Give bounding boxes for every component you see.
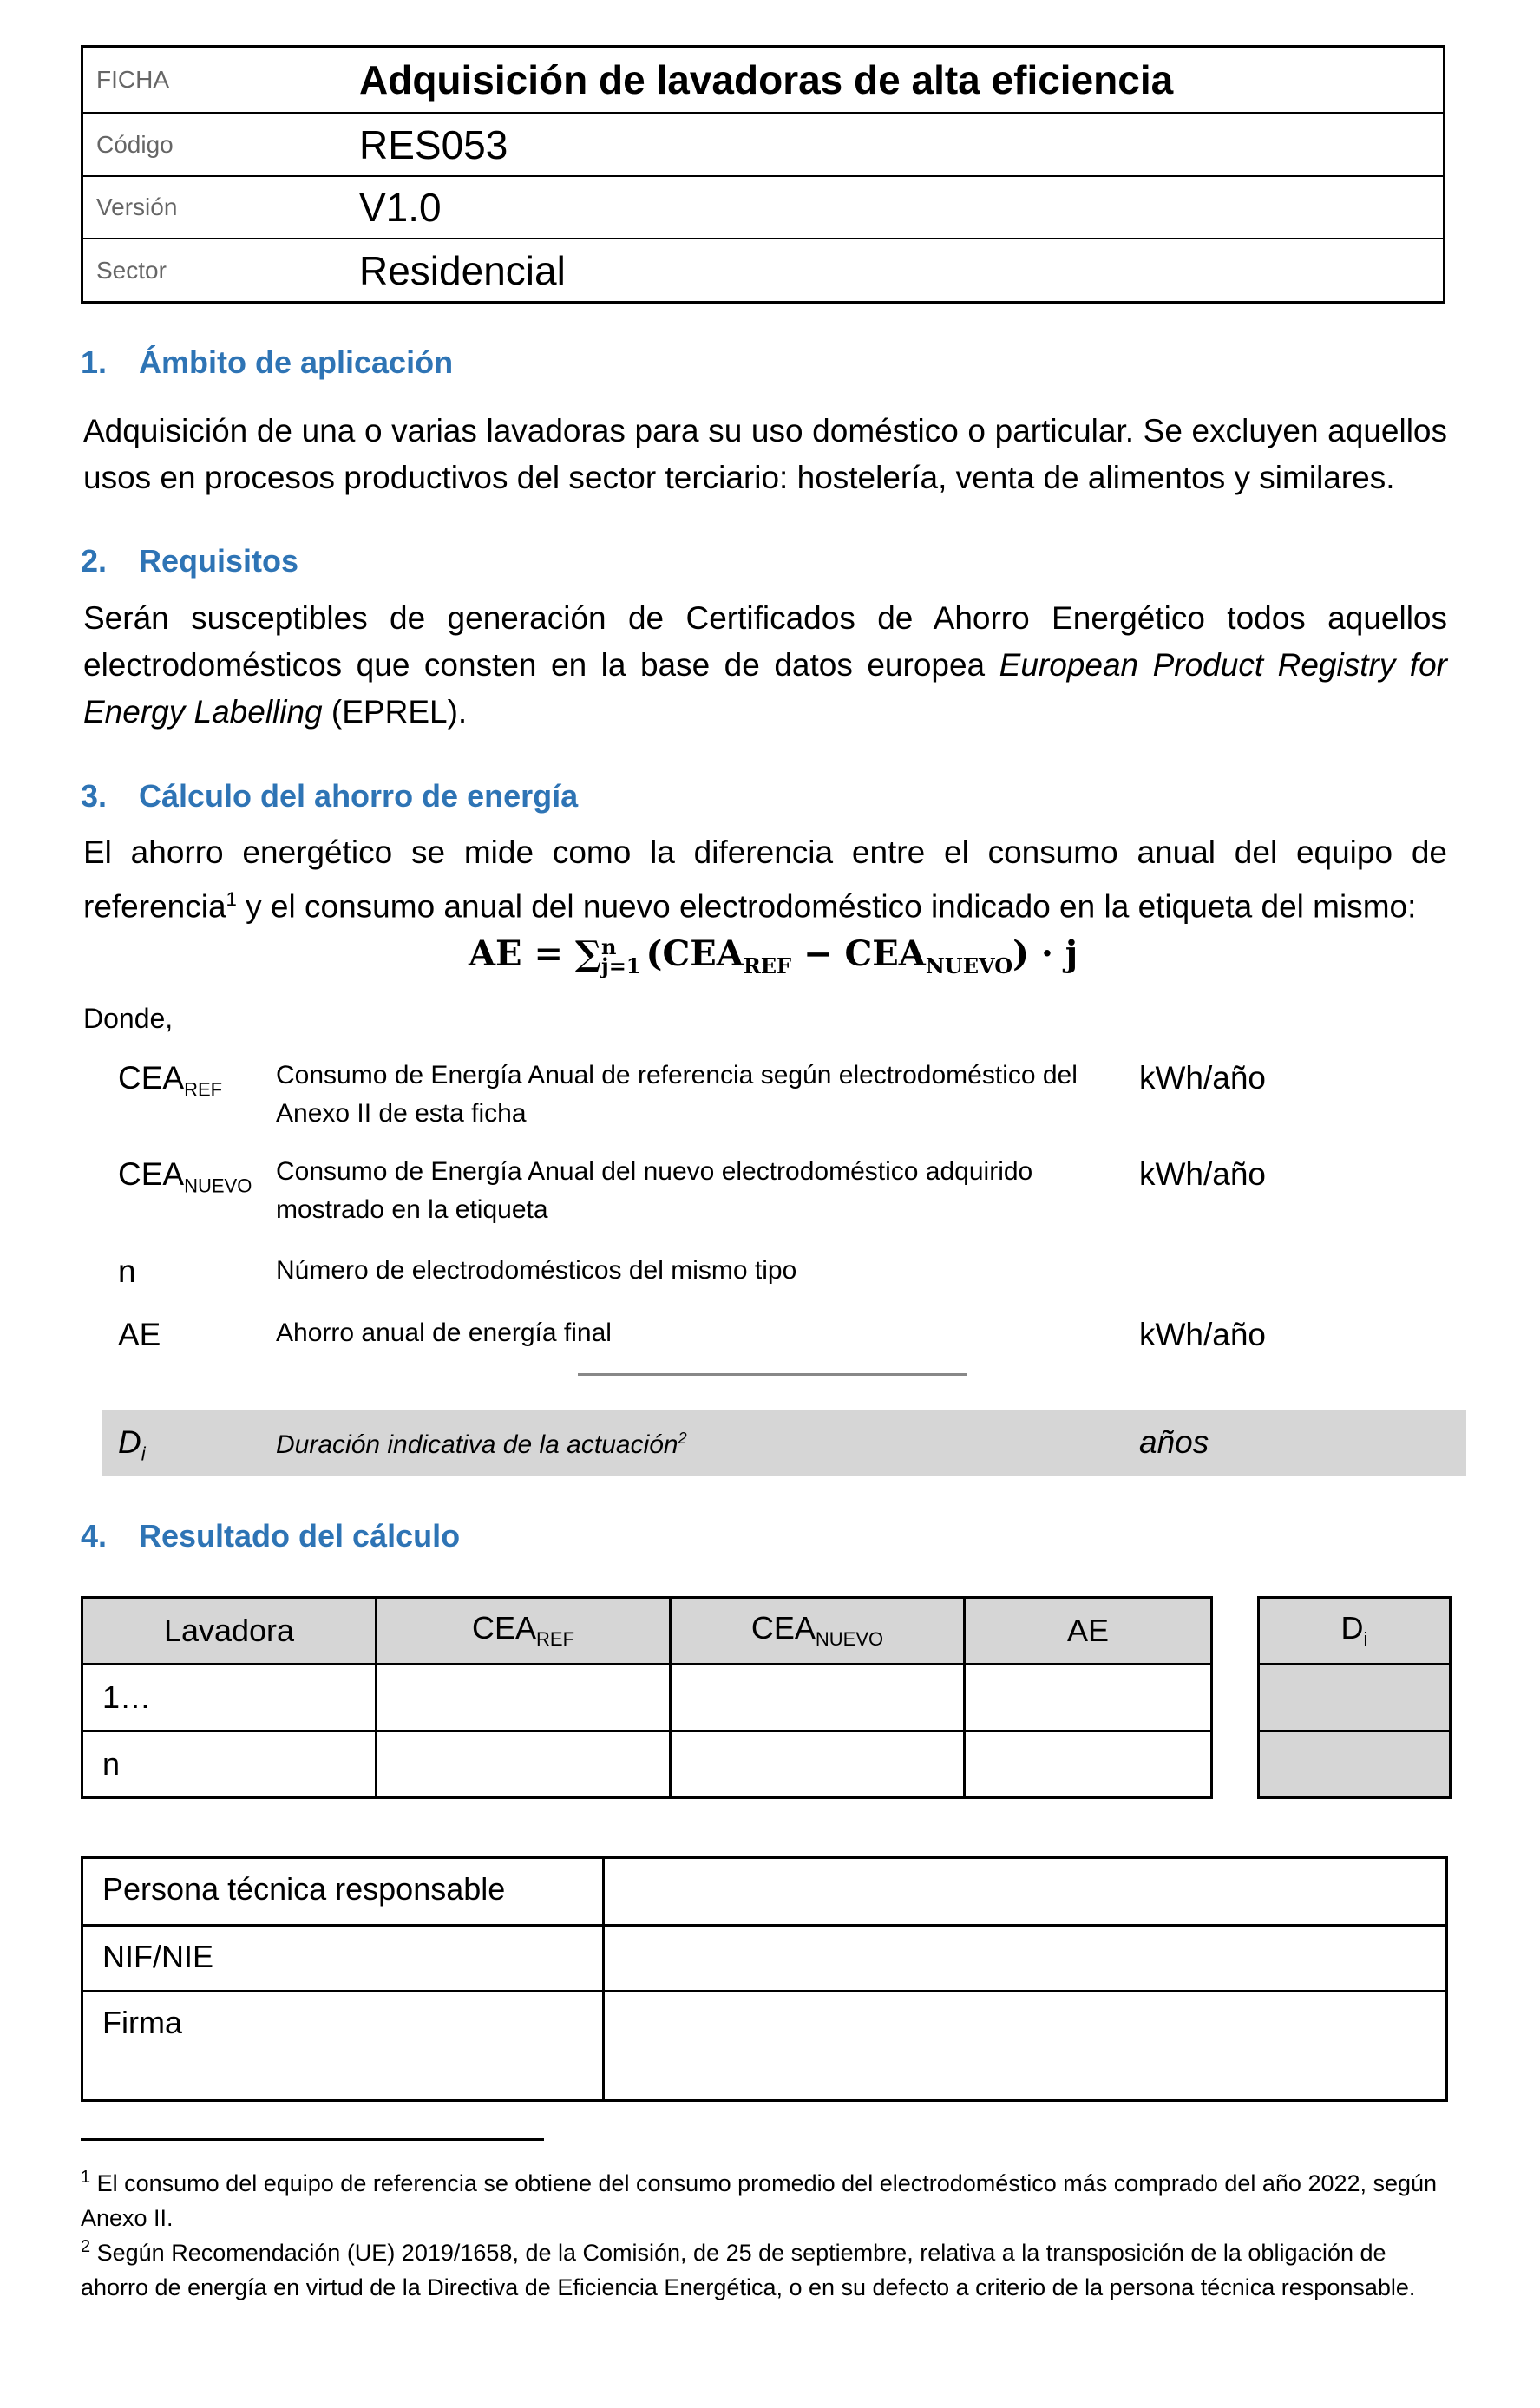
section-number: 1. — [81, 344, 108, 380]
section-title: Cálculo del ahorro de energía — [139, 778, 579, 814]
definition-symbol: $CEA_{NUEVO}$ — [118, 1156, 252, 1197]
footnote-1: $^1$ El consumo del equipo de referencia se obtiene del consumo promedio del electrodoméstico más comprado del año 2022, según Anexo II. — [81, 2168, 1438, 2231]
formula-sub: REF — [743, 953, 792, 978]
text-span: El ahorro energético se mide como la diferencia entre el consumo anual del equipo de referencia — [83, 834, 1447, 925]
section-2-heading — [81, 543, 298, 579]
formula-part: − CEA — [791, 933, 926, 974]
fiche-sector: Residencial — [359, 247, 566, 293]
header-row-sector — [83, 239, 1443, 301]
header-label: Código — [96, 130, 174, 158]
section-4-heading — [81, 1518, 460, 1554]
footnote-separator — [81, 2138, 544, 2141]
definition-unit: kWh/año — [1139, 1060, 1267, 1096]
definition-symbol: AE — [118, 1317, 161, 1352]
section-number: 3. — [81, 778, 108, 814]
duration-table — [1257, 1596, 1452, 1799]
signature-row — [82, 1858, 1447, 1926]
header-label: FICHA — [96, 66, 169, 93]
table-cell[interactable] — [965, 1731, 1212, 1798]
savings-formula — [469, 933, 1078, 978]
formula-sub: NUEVO — [925, 953, 1013, 978]
fiche-header-table — [81, 45, 1445, 304]
responsible-name-field[interactable] — [604, 1858, 1447, 1926]
duration-cell[interactable] — [1259, 1665, 1451, 1731]
text-span: Serán susceptibles de generación de Certificados de Ahorro Energético todos aquellos electrodomésticos que consten en la base de datos europea — [83, 600, 1447, 683]
definition-description: Ahorro anual de energía final — [276, 1319, 612, 1347]
text-span: y el consumo anual del nuevo electrodoméstico indicado en la etiqueta del mismo: — [236, 888, 1417, 925]
column-header: $CEA_{REF}$ — [377, 1598, 671, 1665]
sum-upper: n — [601, 934, 617, 959]
section-title: Resultado del cálculo — [139, 1518, 461, 1554]
section-number: 4. — [81, 1518, 108, 1554]
duration-description: Duración indicativa de la actuación$^2$ — [276, 1430, 687, 1459]
signature-label: NIF/NIE — [82, 1926, 604, 1992]
signature-row — [82, 1992, 1447, 2101]
signature-label: Firma — [82, 1992, 604, 2101]
definition-unit: kWh/año — [1139, 1156, 1267, 1192]
text-span: (EPREL). — [322, 694, 468, 730]
definition-symbol: n — [118, 1253, 136, 1289]
table-cell[interactable] — [377, 1665, 671, 1731]
header-label: Versión — [96, 193, 178, 220]
definitions-divider — [578, 1373, 967, 1376]
section-1-heading — [81, 344, 453, 381]
fiche-title: Adquisición de lavadoras de alta eficiencia — [359, 57, 1174, 102]
result-table — [81, 1596, 1213, 1799]
definition-description: Consumo de Energía Anual del nuevo electrodoméstico adquirido mostrado en la etiqueta — [276, 1157, 1033, 1224]
signature-row — [82, 1926, 1447, 1992]
duration-cell[interactable] — [1259, 1731, 1451, 1798]
eprel-name: European Product Registry for Energy Labelling — [83, 647, 1447, 730]
column-header: $CEA_{NUEVO}$ — [671, 1598, 965, 1665]
section-title: Requisitos — [139, 543, 299, 579]
definition-symbol: $CEA_{REF}$ — [118, 1060, 223, 1101]
column-header: AE — [965, 1598, 1212, 1665]
table-cell[interactable] — [671, 1665, 965, 1731]
duration-unit: años — [1139, 1424, 1209, 1460]
table-cell[interactable] — [377, 1731, 671, 1798]
section-title: Ámbito de aplicación — [139, 344, 454, 380]
nif-field[interactable] — [604, 1926, 1447, 1992]
table-row — [82, 1731, 1212, 1798]
fiche-version: V1.0 — [359, 185, 442, 230]
fiche-code: RES053 — [359, 121, 508, 167]
row-label: n — [82, 1731, 377, 1798]
formula-part: AE = ∑ — [469, 933, 602, 974]
definition-unit: kWh/año — [1139, 1317, 1267, 1352]
signature-table — [81, 1856, 1448, 2102]
duration-column-header: $D_i$ — [1259, 1598, 1451, 1665]
donde-label: Donde, — [83, 1003, 174, 1034]
section-1-text: Adquisición de una o varias lavadoras para su uso doméstico o particular. Se excluyen aquellos usos en procesos productivos del sector terciario: hostelería, venta de alimentos y similares. — [83, 413, 1447, 495]
sum-limits — [601, 934, 641, 978]
table-cell[interactable] — [965, 1665, 1212, 1731]
header-row-version — [83, 177, 1443, 239]
section-3-text — [83, 829, 1447, 930]
definition-description: Número de electrodomésticos del mismo tipo — [276, 1256, 797, 1285]
header-row-codigo — [83, 114, 1443, 177]
duration-row — [102, 1410, 1466, 1476]
row-label: 1… — [82, 1665, 377, 1731]
footnote-2: $^2$ Según Recomendación (UE) 2019/1658, de la Comisión, de 25 de septiembre, relativa a la transposición de la obligación de ahorro de energía en virtud de la Directiva de Eficiencia Energética, o en su defecto a criterio de la persona técnica responsable. — [81, 2237, 1416, 2300]
section-2-text — [83, 595, 1447, 736]
signature-field[interactable] — [604, 1992, 1447, 2101]
footnote-ref: 1 — [226, 888, 237, 910]
table-cell[interactable] — [671, 1731, 965, 1798]
result-header-row — [82, 1598, 1212, 1665]
signature-label: Persona técnica responsable — [82, 1858, 604, 1926]
column-header: Lavadora — [82, 1598, 377, 1665]
header-row-ficha — [83, 48, 1443, 114]
sum-lower: j=1 — [601, 953, 641, 978]
section-3-heading — [81, 778, 578, 815]
formula-part: ) · j — [1012, 933, 1078, 974]
duration-symbol: $D_i$ — [118, 1424, 146, 1465]
header-label: Sector — [96, 256, 167, 284]
section-number: 2. — [81, 543, 108, 579]
formula-part: (CEA — [645, 933, 744, 974]
table-row — [82, 1665, 1212, 1731]
definition-description: Consumo de Energía Anual de referencia según electrodoméstico del Anexo II de esta ficha — [276, 1061, 1078, 1128]
